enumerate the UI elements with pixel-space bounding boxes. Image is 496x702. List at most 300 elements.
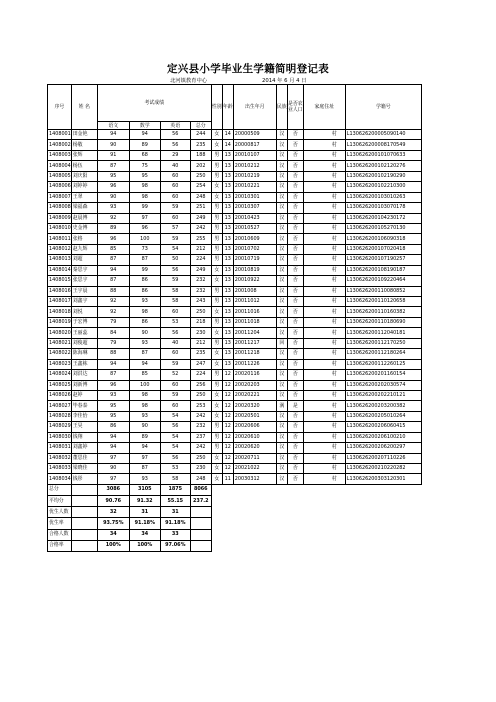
cell-math: 89 [129,140,160,150]
cell-gender: 男 [211,317,222,327]
cell-ethnic: 汉 [276,370,287,380]
cell-total: 212 [190,244,211,254]
cell-address: 村 [303,328,345,338]
cell-address: 村 [303,370,345,380]
header-age: 年龄 [222,85,233,130]
cell-age: 13 [222,150,233,160]
summary-value: 91.18% [129,518,160,529]
cell-address: 村 [303,192,345,202]
summary-value: 33 [160,529,190,540]
summary-value: 91.18% [160,518,190,529]
summary-value: 97.06% [160,540,190,551]
cell-age: 13 [222,297,233,307]
cell-ethnic: 汉 [276,464,287,474]
cell-name: 于宏博 [71,317,97,327]
summary-value: 90.76 [97,496,129,507]
cell-total: 224 [190,370,211,380]
cell-seq: 1408012 [48,244,72,254]
cell-seq: 1408010 [48,223,72,233]
cell-total: 250 [190,390,211,400]
cell-ethnic: 汉 [276,171,287,181]
cell-math: 93 [129,411,160,421]
cell-farm: 否 [287,474,303,484]
cell-birth: 20010212 [233,161,276,171]
table-row [48,161,422,171]
table-row [48,182,422,192]
table-row [48,474,422,484]
cell-english: 59 [160,359,190,369]
cell-name: 钱翔 [71,432,97,442]
cell-age: 13 [222,192,233,202]
summary-value: 55.15 [160,496,190,507]
cell-farm: 否 [287,380,303,390]
org-name: 北河镇教育中心 [170,78,208,84]
cell-ethnic: 汉 [276,255,287,265]
cell-code: L130626200005090140 [345,130,421,140]
cell-seq: 1408024 [48,370,72,380]
cell-farm: 是 [287,401,303,411]
cell-total: 248 [190,474,211,484]
cell-code: L130626200107190257 [345,255,421,265]
cell-address: 村 [303,390,345,400]
table-row [48,359,422,369]
cell-seq: 1408004 [48,161,72,171]
cell-age: 12 [222,453,233,463]
summary-value: 1875 [160,484,190,495]
cell-name: 刘悦 [71,307,97,317]
cell-farm: 否 [287,140,303,150]
cell-address: 村 [303,443,345,453]
cell-name: 张思宇 [71,276,97,286]
cell-gender: 女 [211,265,222,275]
cell-ethnic: 汉 [276,390,287,400]
cell-math: 73 [129,244,160,254]
cell-code: L130626200103010263 [345,192,421,202]
cell-seq: 1408026 [48,390,72,400]
summary-value: 34 [129,529,160,540]
cell-ethnic: 回 [276,338,287,348]
cell-ethnic: 汉 [276,203,287,213]
header-total: 总分 [190,122,211,130]
cell-code: L130626200102190290 [345,171,421,181]
cell-total: 242 [190,411,211,421]
cell-english: 29 [160,150,190,160]
cell-chinese: 94 [97,265,129,275]
header-seq: 序号 [48,85,72,130]
cell-chinese: 90 [97,464,129,474]
summary-blank [211,507,421,518]
cell-address: 村 [303,203,345,213]
cell-math: 93 [129,338,160,348]
cell-total: 244 [190,130,211,140]
cell-address: 村 [303,317,345,327]
cell-english: 52 [160,370,190,380]
cell-farm: 否 [287,370,303,380]
cell-chinese: 97 [97,474,129,484]
summary-value: 8066 [190,484,211,495]
header-ethnic: 民族 [276,85,287,130]
cell-code: L130626200108190187 [345,265,421,275]
table-row [48,349,422,359]
table-row [48,307,422,317]
cell-total: 237 [190,432,211,442]
cell-gender: 男 [211,234,222,244]
cell-address: 村 [303,297,345,307]
cell-total: 250 [190,307,211,317]
cell-english: 60 [160,307,190,317]
table-row [48,213,422,223]
cell-age: 12 [222,380,233,390]
cell-gender: 男 [211,297,222,307]
cell-ethnic: 汉 [276,150,287,160]
cell-age: 13 [222,286,233,296]
table-row [48,286,422,296]
cell-seq: 1408006 [48,182,72,192]
cell-chinese: 95 [97,401,129,411]
cell-ethnic: 汉 [276,297,287,307]
cell-math: 86 [129,276,160,286]
cell-age: 13 [222,244,233,254]
cell-chinese: 89 [97,223,129,233]
cell-name: 梁福森 [71,203,97,213]
cell-name: 钱彤 [71,474,97,484]
cell-total: 255 [190,234,211,244]
cell-math: 100 [129,380,160,390]
cell-chinese: 96 [97,380,129,390]
header-code: 学籍号 [345,85,421,130]
cell-gender: 女 [211,307,222,317]
cell-age: 13 [222,161,233,171]
cell-gender: 男 [211,432,222,442]
header-address: 家庭住址 [303,85,345,130]
cell-english: 53 [160,464,190,474]
cell-farm: 否 [287,276,303,286]
cell-address: 村 [303,161,345,171]
cell-seq: 1408016 [48,286,72,296]
cell-ethnic: 汉 [276,317,287,327]
cell-name: 刘新博 [71,380,97,390]
cell-ethnic: 汉 [276,307,287,317]
summary-blank [211,529,421,540]
cell-address: 村 [303,338,345,348]
cell-birth: 20020606 [233,422,276,432]
cell-address: 村 [303,411,345,421]
cell-address: 村 [303,349,345,359]
cell-age: 13 [222,255,233,265]
cell-code: L130626200110120658 [345,297,421,307]
cell-name: 杨敬 [71,140,97,150]
cell-chinese: 85 [97,244,129,254]
cell-farm: 否 [287,213,303,223]
cell-address: 村 [303,276,345,286]
cell-seq: 1408032 [48,453,72,463]
cell-gender: 女 [211,276,222,286]
cell-farm: 否 [287,192,303,202]
table-row [48,338,422,348]
cell-name: 刘洪达 [71,370,97,380]
cell-address: 村 [303,464,345,474]
cell-name: 李佳怡 [71,411,97,421]
table-row [48,317,422,327]
header-math: 数学 [129,122,160,130]
cell-code: L130626200110180690 [345,317,421,327]
table-row [48,390,422,400]
cell-gender: 女 [211,140,222,150]
cell-address: 村 [303,432,345,442]
cell-name: 史金博 [71,223,97,233]
cell-chinese: 91 [97,150,129,160]
cell-farm: 否 [287,411,303,421]
cell-code: L130626200210220282 [345,464,421,474]
cell-farm: 否 [287,453,303,463]
cell-seq: 1408018 [48,307,72,317]
cell-english: 60 [160,380,190,390]
cell-code: L130626200206200297 [345,443,421,453]
cell-ethnic: 汉 [276,192,287,202]
cell-chinese: 93 [97,203,129,213]
cell-name: 毕春泰 [71,401,97,411]
cell-age: 12 [222,401,233,411]
table-row [48,203,422,213]
cell-math: 98 [129,401,160,411]
summary-empty [71,540,97,551]
cell-total: 242 [190,223,211,233]
cell-math: 85 [129,370,160,380]
cell-chinese: 92 [97,213,129,223]
cell-total: 232 [190,422,211,432]
table-row [48,171,422,181]
cell-math: 86 [129,286,160,296]
cell-math: 90 [129,328,160,338]
header-birth: 出生年月 [233,85,276,130]
cell-total: 230 [190,464,211,474]
cell-math: 94 [129,130,160,140]
cell-farm: 否 [287,223,303,233]
cell-seq: 1408019 [48,317,72,327]
cell-birth: 20010702 [233,244,276,254]
cell-gender: 男 [211,213,222,223]
cell-farm: 否 [287,390,303,400]
header-farm: 是否农业人口 [287,85,303,130]
cell-total: 249 [190,265,211,275]
summary-blank [211,484,421,495]
cell-gender: 男 [211,338,222,348]
cell-chinese: 94 [97,432,129,442]
cell-math: 87 [129,255,160,265]
cell-math: 87 [129,464,160,474]
cell-ethnic: 汉 [276,244,287,254]
cell-math: 97 [129,213,160,223]
cell-math: 96 [129,223,160,233]
cell-address: 村 [303,286,345,296]
cell-gender: 女 [211,390,222,400]
cell-math: 86 [129,317,160,327]
cell-chinese: 90 [97,140,129,150]
cell-english: 40 [160,338,190,348]
cell-age: 14 [222,140,233,150]
cell-seq: 1408020 [48,328,72,338]
cell-english: 59 [160,276,190,286]
cell-gender: 男 [211,203,222,213]
cell-name: 王鑫栋 [71,359,97,369]
cell-age: 13 [222,182,233,192]
cell-english: 53 [160,317,190,327]
cell-english: 56 [160,265,190,275]
cell-name: 王昊 [71,422,97,432]
cell-age: 13 [222,359,233,369]
cell-total: 224 [190,255,211,265]
cell-code: L130626200112180264 [345,349,421,359]
cell-ethnic: 汉 [276,422,287,432]
cell-chinese: 93 [97,390,129,400]
cell-code: L130626200110160382 [345,307,421,317]
cell-birth: 20011204 [233,328,276,338]
cell-gender: 女 [211,453,222,463]
cell-english: 57 [160,223,190,233]
summary-label: 优生率 [48,518,72,529]
cell-gender: 女 [211,464,222,474]
summary-row [48,496,422,507]
cell-chinese: 86 [97,422,129,432]
cell-math: 93 [129,474,160,484]
cell-name: 赵婷 [71,390,97,400]
cell-farm: 否 [287,328,303,338]
cell-gender: 女 [211,401,222,411]
cell-farm: 否 [287,443,303,453]
cell-birth: 20010609 [233,234,276,244]
cell-age: 13 [222,213,233,223]
table-row [48,328,422,338]
cell-age: 12 [222,432,233,442]
cell-total: 242 [190,443,211,453]
cell-total: 218 [190,317,211,327]
cell-math: 93 [129,297,160,307]
cell-address: 村 [303,380,345,390]
cell-farm: 否 [287,349,303,359]
cell-gender: 男 [211,380,222,390]
header-chinese: 语文 [97,122,129,130]
cell-name: 王翠 [71,192,97,202]
cell-birth: 20010107 [233,150,276,160]
cell-ethnic: 汉 [276,349,287,359]
cell-address: 村 [303,130,345,140]
summary-value [190,518,211,529]
cell-birth: 20011016 [233,307,276,317]
table-row [48,276,422,286]
cell-code: L130626200207110226 [345,453,421,463]
cell-birth: 20020221 [233,390,276,400]
cell-address: 村 [303,140,345,150]
cell-english: 60 [160,213,190,223]
summary-value: 237.2 [190,496,211,507]
cell-english: 56 [160,453,190,463]
cell-farm: 否 [287,244,303,254]
summary-blank [211,496,421,507]
cell-ethnic: 汉 [276,161,287,171]
cell-chinese: 87 [97,255,129,265]
cell-code: L130626200109220464 [345,276,421,286]
report-date: 2014 年 6 月 4 日 [262,78,307,84]
cell-age: 12 [222,390,233,400]
table-row [48,401,422,411]
summary-value: 32 [97,507,129,518]
cell-age: 13 [222,265,233,275]
cell-birth: 20021022 [233,464,276,474]
cell-farm: 否 [287,359,303,369]
cell-name: 刘鑫婷 [71,443,97,453]
cell-address: 村 [303,244,345,254]
cell-gender: 女 [211,411,222,421]
summary-label: 合格率 [48,540,72,551]
cell-gender: 男 [211,443,222,453]
cell-seq: 1408017 [48,297,72,307]
cell-birth: 20020620 [233,443,276,453]
cell-english: 56 [160,328,190,338]
cell-age: 12 [222,411,233,421]
cell-name: 田金艳 [71,130,97,140]
cell-address: 村 [303,223,345,233]
summary-empty [71,484,97,495]
cell-math: 94 [129,359,160,369]
cell-math: 99 [129,203,160,213]
cell-total: 232 [190,286,211,296]
summary-value: 34 [97,529,129,540]
summary-label: 合格人数 [48,529,72,540]
cell-english: 56 [160,140,190,150]
table-row [48,370,422,380]
page-title: 定兴县小学毕业生学籍简明登记表 [167,63,329,75]
table-row [48,432,422,442]
cell-chinese: 92 [97,307,129,317]
summary-blank [211,518,421,529]
cell-seq: 1408008 [48,203,72,213]
cell-age: 13 [222,223,233,233]
cell-address: 村 [303,150,345,160]
table-row [48,150,422,160]
cell-ethnic: 汉 [276,223,287,233]
cell-age: 12 [222,422,233,432]
table-row [48,223,422,233]
table-row [48,130,422,140]
cell-age: 13 [222,328,233,338]
cell-gender: 女 [211,182,222,192]
header-gender: 性别 [211,85,222,130]
cell-birth: 20010301 [233,192,276,202]
cell-age: 13 [222,276,233,286]
cell-total: 254 [190,182,211,192]
cell-seq: 1408033 [48,464,72,474]
cell-seq: 1408003 [48,150,72,160]
cell-address: 村 [303,265,345,275]
cell-code: L130626200112260125 [345,359,421,369]
header-name: 姓 名 [71,85,97,130]
summary-value: 93.75% [97,518,129,529]
cell-birth: 20000817 [233,140,276,150]
summary-value [190,529,211,540]
cell-ethnic: 汉 [276,328,287,338]
cell-total: 250 [190,171,211,181]
cell-math: 87 [129,349,160,359]
summary-value: 100% [129,540,160,551]
table-row [48,234,422,244]
table-row [48,411,422,421]
cell-name: 刘庆阳 [71,171,97,181]
cell-seq: 1408034 [48,474,72,484]
cell-ethnic: 满 [276,401,287,411]
cell-chinese: 87 [97,276,129,286]
cell-ethnic: 汉 [276,276,287,286]
cell-farm: 否 [287,432,303,442]
